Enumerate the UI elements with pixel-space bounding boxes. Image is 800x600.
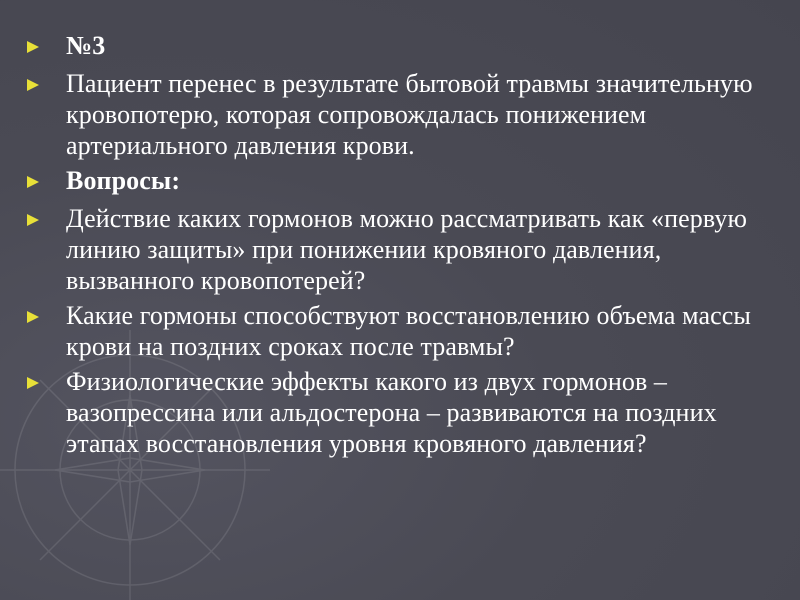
bullet-text: Физиологические эффекты какого из двух гормонов – вазопрессина или альдостерона – развиваются на поздних этапах восстановления уровня кровяного давления? <box>66 367 717 458</box>
triangle-bullet-icon <box>26 203 66 237</box>
bullet-item-questions-heading <box>26 165 776 199</box>
bullet-item-question-1 <box>26 203 776 296</box>
triangle-bullet-icon <box>26 366 66 400</box>
bullet-text: №3 <box>66 31 106 60</box>
bullet-item-question-3 <box>26 366 776 459</box>
triangle-bullet-icon <box>26 30 66 64</box>
bullet-text: Действие каких гормонов можно рассматривать как «первую линию защиты» при понижении кровяного давления, вызванного кровопотерей? <box>66 204 747 295</box>
triangle-bullet-icon <box>26 165 66 199</box>
bullet-list <box>26 30 776 463</box>
bullet-item-number <box>26 30 776 64</box>
bullet-item-question-2 <box>26 300 776 362</box>
bullet-text: Вопросы: <box>66 166 181 195</box>
bullet-item-case <box>26 68 776 161</box>
triangle-bullet-icon <box>26 68 66 102</box>
bullet-text: Пациент перенес в результате бытовой травмы значительную кровопотерю, которая сопровождалась понижением артериального давления крови. <box>66 69 753 160</box>
bullet-text: Какие гормоны способствуют восстановлению объема массы крови на поздних сроках после травмы? <box>66 301 751 361</box>
triangle-bullet-icon <box>26 300 66 334</box>
